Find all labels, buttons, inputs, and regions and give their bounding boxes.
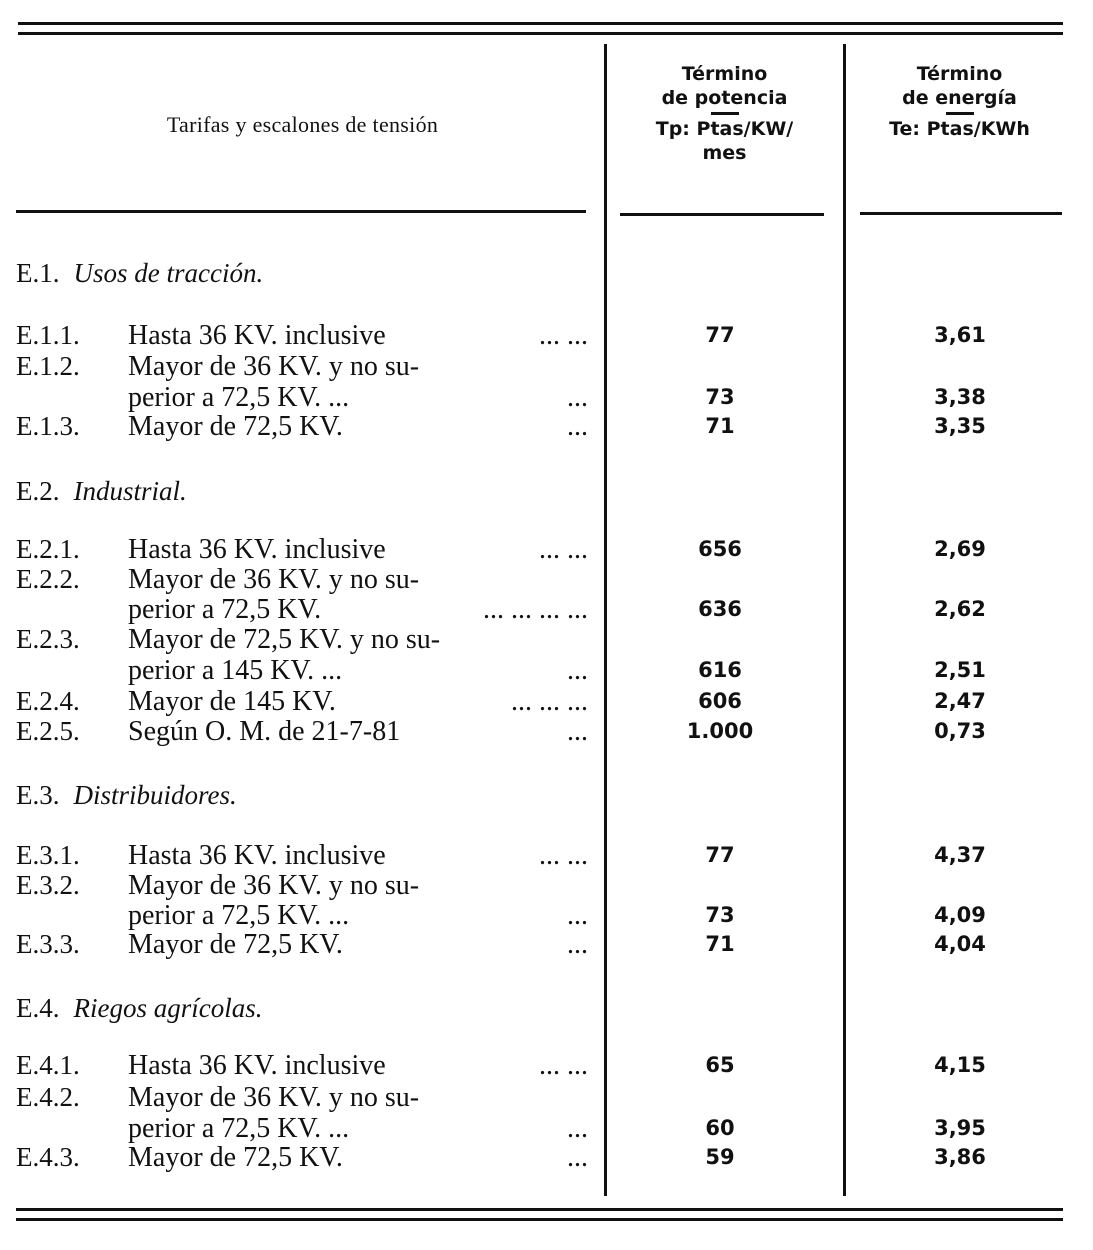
table-row: E.2.1. Hasta 36 KV. inclusive ... ... 656 2,69	[16, 534, 986, 565]
table-row-cont: perior a 72,5 KV. ... ... 60 3,95	[128, 1113, 986, 1144]
header-energia-l1: Término	[916, 63, 1003, 85]
header-potencia	[612, 62, 837, 165]
table-row: E.2.5. Según O. M. de 21-7-81 ... 1.000 0,73	[16, 716, 986, 747]
header-dash	[946, 112, 974, 115]
bottom-rule-2	[16, 1218, 1063, 1221]
top-rule-2	[18, 32, 1063, 35]
header-dash	[711, 112, 739, 115]
header-rule-col2	[620, 213, 824, 216]
table-row: E.2.2. Mayor de 36 KV. y no su-	[16, 564, 420, 595]
header-potencia-l3: Tp: Ptas/KW/	[655, 118, 794, 140]
header-tarifas: Tarifas y escalones de tensión	[166, 112, 439, 137]
header-rule-col3	[860, 212, 1062, 215]
table-row-cont: perior a 145 KV. ... ... 616 2,51	[128, 655, 986, 686]
table-row: E.4.3. Mayor de 72,5 KV. ... 59 3,86	[16, 1142, 986, 1173]
header-energia-l2: de energía	[902, 87, 1017, 109]
table-row: E.3.3. Mayor de 72,5 KV. ... 71 4,04	[16, 929, 986, 960]
header-potencia-l1: Término	[681, 63, 768, 85]
table-row: E.1.3. Mayor de 72,5 KV. ... 71 3,35	[16, 411, 986, 442]
bottom-rule-1	[16, 1208, 1063, 1211]
header-energia	[852, 62, 1067, 141]
header-rule-col1	[16, 210, 586, 213]
table-row: E.4.1. Hasta 36 KV. inclusive ... ... 65 4,15	[16, 1050, 986, 1081]
section-e1: E.1. Usos de tracción.	[16, 258, 264, 288]
table-row-cont: perior a 72,5 KV. ... ... 73 3,38	[128, 382, 986, 413]
table-row: E.2.4. Mayor de 145 KV. ... ... ... 606 2,47	[16, 686, 986, 717]
table-row: E.4.2. Mayor de 36 KV. y no su-	[16, 1082, 420, 1113]
table-row-cont: perior a 72,5 KV. ... ... ... ... 636 2,62	[128, 594, 986, 625]
table-row: E.1.2. Mayor de 36 KV. y no su-	[16, 351, 420, 382]
header-potencia-l4: mes	[702, 142, 747, 164]
table-row: E.2.3. Mayor de 72,5 KV. y no su-	[16, 624, 441, 655]
table-row: E.3.2. Mayor de 36 KV. y no su-	[16, 870, 420, 901]
top-rule-1	[18, 22, 1063, 25]
table-row: E.3.1. Hasta 36 KV. inclusive ... ... 77 4,37	[16, 840, 986, 871]
table-row-cont: perior a 72,5 KV. ... ... 73 4,09	[128, 900, 986, 931]
header-potencia-l2: de potencia	[661, 87, 788, 109]
header-energia-l3: Te: Ptas/KWh	[889, 118, 1030, 140]
table-row: E.1.1. Hasta 36 KV. inclusive ... ... 77 3,61	[16, 320, 986, 351]
section-e2: E.2. Industrial.	[16, 476, 187, 506]
section-e3: E.3. Distribuidores.	[16, 780, 237, 810]
section-e4: E.4. Riegos agrícolas.	[16, 993, 263, 1023]
